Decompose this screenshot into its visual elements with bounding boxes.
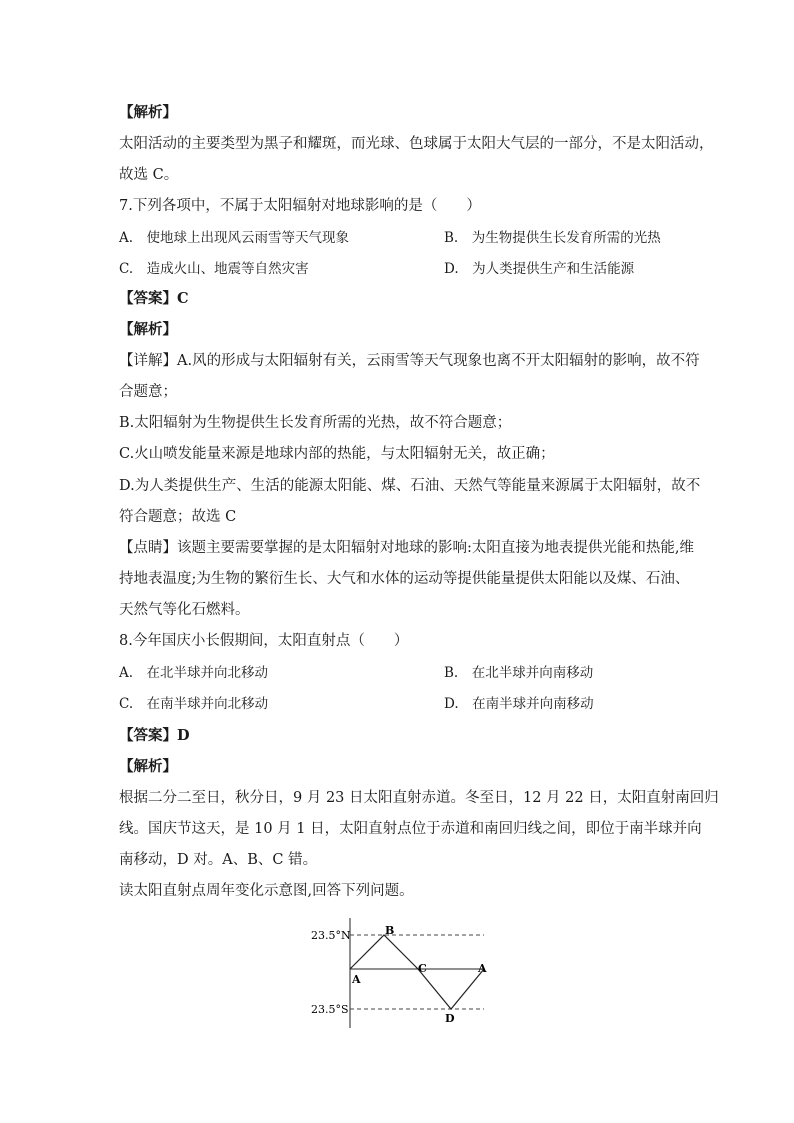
analysis-text-q6-line1: 太阳活动的主要类型为黑子和耀斑，而光球、色球属于太阳大气层的一部分，不是太阳活动， [119, 136, 714, 152]
detail-q7-line6: 符合题意；故选 C [119, 509, 237, 525]
q7-option-b: B. 为生物提供生长发育所需的光热 [444, 230, 661, 246]
q8-option-d: D. 在南半球并向南移动 [444, 696, 594, 712]
analysis-text-q6-line2: 故选 C。 [119, 167, 179, 183]
analysis-heading-q7: 【解析】 [119, 321, 177, 338]
analysis-heading-q8: 【解析】 [119, 758, 177, 775]
question-8-stem: 8.今年国庆小长假期间，太阳直射点（ ） [119, 633, 409, 649]
answer-q8: 【答案】D [119, 727, 190, 744]
detail-q7-line3: B.太阳辐射为生物提供生长发育所需的光热，故不符合题意； [119, 415, 512, 431]
question-7-stem: 7.下列各项中，不属于太阳辐射对地球影响的是（ ） [119, 198, 481, 214]
q8-option-a: A. 在北半球并向北移动 [119, 665, 269, 681]
answer-q7: 【答案】C [119, 290, 189, 307]
detail-q7-line4: C.火山喷发能量来源是地球内部的热能，与太阳辐射无关，故正确； [119, 446, 555, 462]
analysis-text-q8-line3: 南移动，D 对。A、B、C 错。 [119, 852, 318, 868]
key-point-q7-line1: 【点睛】该题主要需要掌握的是太阳辐射对地球的影响:太阳直接为地表提供光能和热能,维 [119, 540, 694, 556]
q7-option-d: D. 为人类提供生产和生活能源 [444, 261, 635, 277]
q7-option-a: A. 使地球上出现风云雨雪等天气现象 [119, 230, 350, 246]
south-tropic-label: 23.5°S [311, 1003, 349, 1016]
point-b-label: B [385, 924, 395, 937]
q8-option-b: B. 在北半球并向南移动 [444, 665, 594, 681]
detail-q7-line5: D.为人类提供生产、生活的能源太阳能、煤、石油、天然气等能量来源属于太阳辐射，故不 [119, 478, 701, 494]
key-point-q7-line3: 天然气等化石燃料。 [119, 602, 250, 618]
analysis-heading-q6: 【解析】 [119, 104, 177, 121]
q7-option-c: C. 造成火山、地震等自然灾害 [119, 261, 309, 277]
detail-q7-line1: 【详解】A.风的形成与太阳辐射有关，云雨雪等天气现象也离不开太阳辐射的影响，故不符 [119, 353, 700, 369]
q8-option-c: C. 在南半球并向北移动 [119, 696, 269, 712]
point-c-label: C [418, 962, 427, 975]
point-a-left-label: A [352, 973, 361, 986]
diagram-intro-text: 读太阳直射点周年变化示意图,回答下列问题。 [119, 883, 414, 899]
analysis-text-q8-line1: 根据二分二至日，秋分日，9 月 23 日太阳直射赤道。冬至日，12 月 22 日，太阳直射南回归 [119, 790, 719, 806]
detail-q7-line2: 合题意； [119, 384, 177, 400]
analysis-text-q8-line2: 线。国庆节这天，是 10 月 1 日，太阳直射点位于赤道和南回归线之间，即位于南半球并向 [119, 821, 702, 837]
point-d-label: D [445, 1012, 455, 1025]
key-point-q7-line2: 持地表温度;为生物的繁衍生长、大气和水体的运动等提供能量提供太阳能以及煤、石油、 [119, 571, 690, 587]
direct-point-path [350, 935, 484, 1009]
point-a-right-label: A [478, 962, 487, 975]
north-tropic-label: 23.5°N [311, 929, 351, 942]
